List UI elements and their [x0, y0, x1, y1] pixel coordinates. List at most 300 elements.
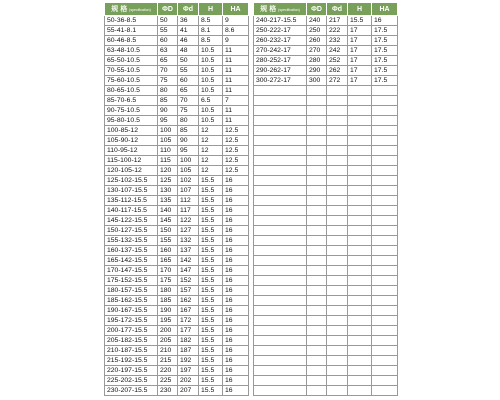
cell-height-a — [372, 286, 398, 296]
cell-outer-diameter: 215 — [158, 356, 178, 366]
cell-outer-diameter — [307, 216, 327, 226]
cell-spec — [254, 326, 307, 336]
cell-inner-diameter — [327, 86, 348, 96]
cell-height-a: 16 — [223, 236, 249, 246]
cell-outer-diameter — [307, 316, 327, 326]
table-body-right — [254, 16, 398, 396]
cell-height-a — [372, 216, 398, 226]
cell-outer-diameter — [307, 266, 327, 276]
cell-spec — [254, 266, 307, 276]
cell-inner-diameter — [327, 326, 348, 336]
cell-height: 15.5 — [199, 186, 223, 196]
header-spec — [105, 3, 158, 16]
cell-height — [348, 236, 372, 246]
cell-spec: 250-222-17 — [254, 26, 307, 36]
cell-height: 8.1 — [199, 26, 223, 36]
cell-inner-diameter: 80 — [178, 116, 199, 126]
empty-row — [254, 296, 398, 306]
cell-height: 15.5 — [199, 286, 223, 296]
cell-spec — [254, 226, 307, 236]
cell-spec: 120-105-12 — [105, 166, 158, 176]
cell-height-a: 17.5 — [372, 46, 398, 56]
cell-height: 17 — [348, 36, 372, 46]
cell-height-a: 16 — [223, 276, 249, 286]
cell-outer-diameter — [307, 276, 327, 286]
cell-height: 15.5 — [199, 276, 223, 286]
cell-outer-diameter: 140 — [158, 206, 178, 216]
cell-height: 17 — [348, 26, 372, 36]
cell-height-a: 16 — [223, 256, 249, 266]
table-row — [105, 16, 249, 26]
cell-height — [348, 106, 372, 116]
cell-outer-diameter: 270 — [307, 46, 327, 56]
cell-height — [348, 166, 372, 176]
cell-height: 15.5 — [199, 206, 223, 216]
cell-height — [348, 276, 372, 286]
empty-row — [254, 116, 398, 126]
cell-outer-diameter — [307, 256, 327, 266]
cell-spec: 105-90-12 — [105, 136, 158, 146]
cell-outer-diameter — [307, 196, 327, 206]
cell-outer-diameter — [307, 346, 327, 356]
cell-height: 15.5 — [199, 236, 223, 246]
cell-outer-diameter — [307, 176, 327, 186]
table-row — [105, 296, 249, 306]
cell-inner-diameter — [327, 306, 348, 316]
cell-outer-diameter — [307, 156, 327, 166]
empty-row — [254, 306, 398, 316]
table-row — [105, 246, 249, 256]
table-row — [105, 146, 249, 156]
cell-height-a: 11 — [223, 46, 249, 56]
cell-inner-diameter: 90 — [178, 136, 199, 146]
cell-inner-diameter: 85 — [178, 126, 199, 136]
cell-spec: 65-50-10.5 — [105, 56, 158, 66]
cell-height — [348, 86, 372, 96]
empty-row — [254, 346, 398, 356]
table-row — [105, 26, 249, 36]
cell-spec: 290-262-17 — [254, 66, 307, 76]
cell-height — [348, 116, 372, 126]
cell-outer-diameter: 90 — [158, 106, 178, 116]
cell-height-a — [372, 196, 398, 206]
cell-inner-diameter: 232 — [327, 36, 348, 46]
cell-height-a: 11 — [223, 86, 249, 96]
empty-row — [254, 356, 398, 366]
cell-height-a — [372, 256, 398, 266]
cell-spec — [254, 386, 307, 396]
empty-row — [254, 386, 398, 396]
cell-height-a — [372, 346, 398, 356]
cell-height — [348, 186, 372, 196]
cell-height-a — [372, 386, 398, 396]
table-row — [105, 136, 249, 146]
cell-height — [348, 306, 372, 316]
table-row — [105, 76, 249, 86]
empty-row — [254, 256, 398, 266]
cell-height: 17 — [348, 46, 372, 56]
cell-height-a: 9 — [223, 36, 249, 46]
cell-height-a — [372, 116, 398, 126]
table-row — [105, 96, 249, 106]
cell-height-a — [372, 96, 398, 106]
cell-height-a: 16 — [223, 186, 249, 196]
table-row — [105, 226, 249, 236]
cell-outer-diameter — [307, 136, 327, 146]
cell-height-a: 16 — [223, 246, 249, 256]
cell-spec: 160-137-15.5 — [105, 246, 158, 256]
cell-inner-diameter — [327, 256, 348, 266]
table-row — [254, 56, 398, 66]
cell-spec: 55-41-8.1 — [105, 26, 158, 36]
cell-inner-diameter — [327, 376, 348, 386]
cell-spec — [254, 96, 307, 106]
table-row — [105, 306, 249, 316]
cell-spec — [254, 186, 307, 196]
cell-height-a: 16 — [223, 306, 249, 316]
cell-outer-diameter — [307, 356, 327, 366]
cell-spec: 280-252-17 — [254, 56, 307, 66]
cell-outer-diameter: 210 — [158, 346, 178, 356]
cell-spec: 175-152-15.5 — [105, 276, 158, 286]
cell-inner-diameter — [327, 196, 348, 206]
table-row — [105, 336, 249, 346]
cell-height-a: 16 — [223, 206, 249, 216]
cell-inner-diameter — [327, 156, 348, 166]
cell-outer-diameter: 190 — [158, 306, 178, 316]
cell-spec: 200-177-15.5 — [105, 326, 158, 336]
cell-height-a: 11 — [223, 116, 249, 126]
cell-height: 15.5 — [199, 226, 223, 236]
cell-height-a: 16 — [223, 176, 249, 186]
cell-height — [348, 376, 372, 386]
cell-inner-diameter: 122 — [178, 216, 199, 226]
cell-height: 8.5 — [199, 36, 223, 46]
cell-height — [348, 316, 372, 326]
cell-inner-diameter — [327, 176, 348, 186]
cell-outer-diameter: 55 — [158, 26, 178, 36]
cell-inner-diameter — [327, 236, 348, 246]
cell-outer-diameter: 250 — [307, 26, 327, 36]
cell-height: 17 — [348, 56, 372, 66]
table-row — [105, 276, 249, 286]
cell-height — [348, 226, 372, 236]
cell-outer-diameter — [307, 116, 327, 126]
spec-table-left — [104, 2, 249, 396]
cell-height — [348, 346, 372, 356]
cell-inner-diameter: 60 — [178, 76, 199, 86]
cell-height — [348, 206, 372, 216]
cell-spec — [254, 216, 307, 226]
cell-outer-diameter: 100 — [158, 126, 178, 136]
cell-height: 10.5 — [199, 56, 223, 66]
cell-spec: 145-122-15.5 — [105, 216, 158, 226]
cell-spec: 140-117-15.5 — [105, 206, 158, 216]
table-row — [254, 16, 398, 26]
cell-spec: 115-100-12 — [105, 156, 158, 166]
cell-height: 15.5 — [199, 296, 223, 306]
cell-height-a — [372, 156, 398, 166]
empty-row — [254, 226, 398, 236]
cell-height — [348, 156, 372, 166]
cell-height-a — [372, 236, 398, 246]
cell-outer-diameter — [307, 126, 327, 136]
cell-height-a: 16 — [223, 386, 249, 396]
cell-inner-diameter — [327, 266, 348, 276]
cell-outer-diameter: 170 — [158, 266, 178, 276]
cell-inner-diameter: 132 — [178, 236, 199, 246]
cell-spec: 220-197-15.5 — [105, 366, 158, 376]
cell-height-a — [372, 106, 398, 116]
cell-height-a: 16 — [223, 366, 249, 376]
cell-height-a: 16 — [223, 226, 249, 236]
cell-inner-diameter: 222 — [327, 26, 348, 36]
table-row — [105, 66, 249, 76]
table-row — [105, 176, 249, 186]
cell-spec: 63-48-10.5 — [105, 46, 158, 56]
cell-height: 15.5 — [199, 366, 223, 376]
cell-outer-diameter: 105 — [158, 136, 178, 146]
empty-row — [254, 326, 398, 336]
cell-height: 15.5 — [199, 356, 223, 366]
cell-height-a: 11 — [223, 106, 249, 116]
table-row — [105, 106, 249, 116]
cell-inner-diameter: 157 — [178, 286, 199, 296]
empty-row — [254, 146, 398, 156]
cell-height-a: 9 — [223, 16, 249, 26]
cell-height: 10.5 — [199, 106, 223, 116]
cell-spec: 100-85-12 — [105, 126, 158, 136]
cell-inner-diameter: 272 — [327, 76, 348, 86]
cell-spec — [254, 196, 307, 206]
cell-height-a: 8.6 — [223, 26, 249, 36]
header-height: H — [348, 3, 372, 16]
cell-outer-diameter: 150 — [158, 226, 178, 236]
cell-inner-diameter: 162 — [178, 296, 199, 306]
cell-outer-diameter — [307, 296, 327, 306]
cell-spec: 70-55-10.5 — [105, 66, 158, 76]
cell-height: 15.5 — [199, 336, 223, 346]
cell-outer-diameter: 125 — [158, 176, 178, 186]
cell-height — [348, 336, 372, 346]
header-spec — [254, 3, 307, 16]
cell-inner-diameter: 65 — [178, 86, 199, 96]
cell-height-a — [372, 276, 398, 286]
cell-outer-diameter — [307, 246, 327, 256]
cell-inner-diameter: 197 — [178, 366, 199, 376]
cell-height — [348, 366, 372, 376]
cell-height-a: 16 — [223, 356, 249, 366]
header-spec-sub: (specification) — [278, 8, 300, 12]
cell-outer-diameter: 135 — [158, 196, 178, 206]
cell-inner-diameter — [327, 246, 348, 256]
cell-inner-diameter: 152 — [178, 276, 199, 286]
empty-row — [254, 216, 398, 226]
empty-row — [254, 316, 398, 326]
cell-spec: 225-202-15.5 — [105, 376, 158, 386]
cell-outer-diameter: 80 — [158, 86, 178, 96]
cell-outer-diameter — [307, 336, 327, 346]
cell-height — [348, 216, 372, 226]
cell-height-a — [372, 376, 398, 386]
table-row — [105, 166, 249, 176]
cell-outer-diameter: 225 — [158, 376, 178, 386]
cell-height-a: 16 — [223, 346, 249, 356]
cell-outer-diameter: 180 — [158, 286, 178, 296]
cell-height-a: 16 — [223, 286, 249, 296]
cell-height: 6.5 — [199, 96, 223, 106]
cell-spec: 135-112-15.5 — [105, 196, 158, 206]
cell-outer-diameter: 130 — [158, 186, 178, 196]
header-height-a: HA — [223, 3, 249, 16]
table-row — [105, 126, 249, 136]
cell-inner-diameter: 167 — [178, 306, 199, 316]
cell-height — [348, 136, 372, 146]
table-row — [105, 36, 249, 46]
cell-spec: 90-75-10.5 — [105, 106, 158, 116]
header-height: H — [199, 3, 223, 16]
cell-inner-diameter — [327, 136, 348, 146]
cell-height-a: 11 — [223, 56, 249, 66]
cell-height — [348, 286, 372, 296]
empty-row — [254, 166, 398, 176]
cell-height: 15.5 — [199, 246, 223, 256]
cell-height-a — [372, 166, 398, 176]
cell-height-a: 12.5 — [223, 126, 249, 136]
cell-spec — [254, 136, 307, 146]
cell-spec — [254, 376, 307, 386]
cell-spec — [254, 246, 307, 256]
cell-inner-diameter — [327, 356, 348, 366]
cell-spec — [254, 306, 307, 316]
cell-outer-diameter — [307, 206, 327, 216]
cell-height — [348, 296, 372, 306]
cell-spec: 270-242-17 — [254, 46, 307, 56]
cell-spec: 230-207-15.5 — [105, 386, 158, 396]
table-row — [105, 236, 249, 246]
table-row — [105, 46, 249, 56]
cell-inner-diameter — [327, 286, 348, 296]
table-row — [105, 356, 249, 366]
cell-height-a — [372, 356, 398, 366]
cell-height-a: 16 — [223, 326, 249, 336]
cell-spec — [254, 366, 307, 376]
cell-inner-diameter: 48 — [178, 46, 199, 56]
cell-outer-diameter: 110 — [158, 146, 178, 156]
cell-spec — [254, 176, 307, 186]
cell-inner-diameter — [327, 226, 348, 236]
cell-outer-diameter: 160 — [158, 246, 178, 256]
cell-spec — [254, 106, 307, 116]
cell-height — [348, 266, 372, 276]
table-body-left — [105, 16, 249, 396]
cell-outer-diameter: 230 — [158, 386, 178, 396]
cell-spec — [254, 86, 307, 96]
table-row — [105, 386, 249, 396]
cell-height: 10.5 — [199, 66, 223, 76]
cell-outer-diameter: 290 — [307, 66, 327, 76]
cell-height-a: 16 — [223, 316, 249, 326]
cell-height: 15.5 — [199, 196, 223, 206]
table-row — [105, 56, 249, 66]
cell-spec — [254, 116, 307, 126]
cell-inner-diameter — [327, 106, 348, 116]
cell-inner-diameter: 182 — [178, 336, 199, 346]
cell-inner-diameter: 202 — [178, 376, 199, 386]
cell-inner-diameter: 217 — [327, 16, 348, 26]
cell-height-a: 17.5 — [372, 56, 398, 66]
cell-inner-diameter — [327, 216, 348, 226]
cell-height-a: 17.5 — [372, 36, 398, 46]
cell-height-a — [372, 86, 398, 96]
cell-height-a — [372, 206, 398, 216]
cell-height — [348, 146, 372, 156]
empty-row — [254, 136, 398, 146]
cell-spec — [254, 206, 307, 216]
empty-row — [254, 276, 398, 286]
empty-row — [254, 126, 398, 136]
cell-height: 15.5 — [199, 216, 223, 226]
empty-row — [254, 96, 398, 106]
cell-height-a: 17.5 — [372, 26, 398, 36]
empty-row — [254, 286, 398, 296]
cell-outer-diameter: 300 — [307, 76, 327, 86]
empty-row — [254, 366, 398, 376]
cell-height: 15.5 — [199, 266, 223, 276]
cell-inner-diameter: 192 — [178, 356, 199, 366]
cell-height — [348, 196, 372, 206]
cell-spec: 190-167-15.5 — [105, 306, 158, 316]
table-row — [254, 46, 398, 56]
cell-inner-diameter: 70 — [178, 96, 199, 106]
cell-outer-diameter: 280 — [307, 56, 327, 66]
cell-height-a: 16 — [223, 196, 249, 206]
cell-outer-diameter: 85 — [158, 96, 178, 106]
cell-outer-diameter: 65 — [158, 56, 178, 66]
cell-inner-diameter: 127 — [178, 226, 199, 236]
cell-spec: 300-272-17 — [254, 76, 307, 86]
cell-height-a: 16 — [223, 216, 249, 226]
cell-spec: 80-65-10.5 — [105, 86, 158, 96]
cell-height-a: 12.5 — [223, 136, 249, 146]
cell-outer-diameter: 145 — [158, 216, 178, 226]
cell-height-a: 16 — [372, 16, 398, 26]
cell-spec: 215-192-15.5 — [105, 356, 158, 366]
cell-inner-diameter — [327, 96, 348, 106]
cell-height-a — [372, 176, 398, 186]
cell-height-a — [372, 316, 398, 326]
cell-inner-diameter: 36 — [178, 16, 199, 26]
cell-inner-diameter: 50 — [178, 56, 199, 66]
cell-inner-diameter: 107 — [178, 186, 199, 196]
empty-row — [254, 266, 398, 276]
cell-spec: 130-107-15.5 — [105, 186, 158, 196]
empty-row — [254, 206, 398, 216]
cell-outer-diameter — [307, 236, 327, 246]
cell-inner-diameter: 137 — [178, 246, 199, 256]
cell-height-a — [372, 146, 398, 156]
cell-spec — [254, 316, 307, 326]
cell-spec — [254, 146, 307, 156]
cell-inner-diameter — [327, 146, 348, 156]
empty-row — [254, 106, 398, 116]
cell-outer-diameter — [307, 386, 327, 396]
cell-height: 15.5 — [199, 376, 223, 386]
cell-spec: 210-187-15.5 — [105, 346, 158, 356]
cell-spec: 150-127-15.5 — [105, 226, 158, 236]
table-row — [105, 256, 249, 266]
cell-outer-diameter: 185 — [158, 296, 178, 306]
